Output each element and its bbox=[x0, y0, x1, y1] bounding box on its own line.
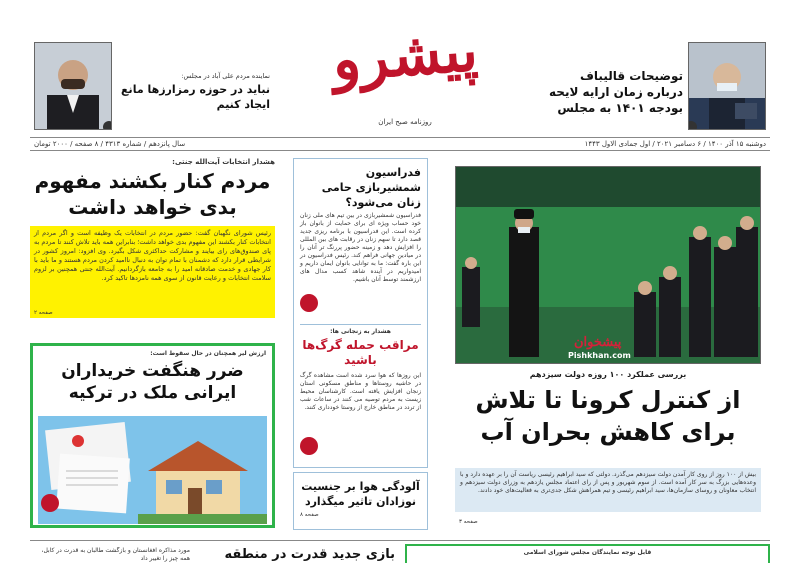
fencing-headline: فدراسیون شمشیربازی حامی زنان می‌شود؟ bbox=[321, 166, 421, 209]
house-documents-illustration bbox=[38, 416, 267, 524]
main-story bbox=[445, 158, 770, 530]
corner-badge bbox=[688, 121, 697, 130]
left-masthead-headline: نباید در حوزه رمزارزها مانع ایجاد کنیم bbox=[121, 83, 270, 111]
wolf-kicker: هشدار به زنجانی ها: bbox=[330, 328, 391, 335]
left-column bbox=[30, 158, 275, 343]
masthead bbox=[0, 0, 800, 140]
main-photo bbox=[455, 166, 761, 364]
main-kicker: بررسی عملکرد ۱۰۰ روزه دولت سیزدهم bbox=[529, 370, 687, 379]
brand-badge-wolf bbox=[300, 437, 318, 455]
left-masthead-kicker: نماینده مردم علی آباد در مجلس: bbox=[181, 72, 270, 80]
turkey-headline: ضرر هنگفت خریداران ایرانی ملک در ترکیه bbox=[61, 361, 244, 403]
bottom-strip bbox=[30, 540, 770, 563]
turkey-property-box bbox=[30, 343, 275, 528]
brand-badge-turkey bbox=[41, 494, 59, 512]
right-photo bbox=[688, 42, 766, 130]
wolf-body: این روزها که هوا سرد شده است مشاهده گرگ در حاشیه روستاها و مناطق مسکونی استان زنجان افزایش یافته است. کارشناسان محیط زیست به مردم توصیه می کنند در ساعات شب از تردد در مناطق خارج از روستا خودداری کنند. bbox=[300, 372, 421, 411]
main-body: بیش از ۱۰۰ روز از روی کار آمدن دولت سیزدهم می‌گذرد. دولتی که سید ابراهیم رئیسی ریاست آن را بر عهده دارد و با وعده‌هایی بزرگ به سر کار آمده است. از سوم شهریور و پس از رای اعتماد مجلس یازدهم به وزرای دولت سیزدهم و انتخاب معاونان و روسای سازمان‌ها، سید ابراهیم رئیسی و تیم همراهش شکل جدی‌تری به فعالیت‌های خود دادند. bbox=[455, 468, 761, 512]
date-bar bbox=[30, 137, 770, 151]
fencing-body: فدراسیون شمشیربازی در بین تیم های ملی زنان خود حساب ویژه ای برای حمایت از بانوان باز کرده است. این فدراسیون با برنامه ریزی جدید قصد دارد تا سهم زنان در رقابت های بین المللی را افزایش دهد و زمینه حضور پررنگ تر آنان را در میادین جهانی فراهم کند. رئیس فدراسیون در این باره گفت: ما به توانایی بانوان ایمان داریم و امیدواریم در آینده شاهد کسب مدال های ارزشمند توسط آنان باشیم. bbox=[300, 212, 421, 283]
mp-portrait-illustration bbox=[34, 43, 111, 130]
wolf-headline: مراقب حمله گرگ‌ها باشید bbox=[302, 338, 419, 367]
brand-badge-fencing bbox=[300, 294, 318, 312]
main-headline: از کنترل کرونا تا تلاش برای کاهش بحران آب bbox=[475, 386, 741, 446]
left-body: رئیس شورای نگهبان گفت: حضور مردم در انتخابات یک وظیفه است و اگر مردم از انتخابات کنار بکشند این مفهوم بدی خواهد داشت؛ بنابراین همه باید تلاش کنند تا مردم به پای صندوق‌های رای بیایند و مشارکت حداکثری شکل بگیرد. وی افزود: امروز کشور در شرایطی قرار دارد که دشمنان با تمام توان به دنبال ناامید کردن مردم هستند و ما باید با کار جهادی و خدمت صادقانه امید را به جامعه بازگردانیم. آیت‌الله جنتی همچنین بر لزوم سلامت انتخابات و رعایت قانون از سوی همه نامزدها تاکید کرد. bbox=[30, 226, 275, 318]
logo bbox=[330, 10, 480, 130]
left-photo bbox=[34, 42, 112, 130]
logo-subtitle: روزنامه صبح ایران bbox=[378, 118, 432, 126]
official-portrait-illustration bbox=[688, 43, 765, 130]
date-line: دوشنبه ۱۵ آذر ۱۴۰۰ / ۶ دسامبر ۲۰۲۱ / اول جمادی الاول ۱۴۴۳ bbox=[584, 140, 766, 148]
left-headline: مردم کنار بکشند مفهوم بدی خواهد داشت bbox=[34, 169, 271, 219]
logo-text: پیشرو bbox=[330, 16, 480, 94]
pollution-box bbox=[293, 472, 428, 530]
right-masthead-headline: توضیحات قالیباف درباره زمان ارایه لایحه بودجه ۱۴۰۱ به مجلس bbox=[549, 69, 683, 115]
photo-watermark: Pishkhan.com bbox=[568, 351, 631, 360]
pollution-page-ref: صفحه ۸ bbox=[300, 512, 319, 518]
bottom-right-snippet: قابل توجه نمایندگان مجلس شورای اسلامی bbox=[523, 549, 652, 556]
pollution-headline: آلودگی هوا بر جنسیت نوزادان تاثیر میگذارد bbox=[301, 480, 420, 508]
bottom-right-box bbox=[405, 544, 770, 563]
bottom-mid-headline: بازی جدید قدرت در منطقه bbox=[224, 547, 395, 562]
middle-column bbox=[293, 158, 428, 468]
photo-watermark-label: پیشخوان bbox=[574, 335, 622, 350]
issue-line: سال پانزدهم / شماره ۴۳۱۳ / ۸ صفحه / ۲۰۰۰ تومان bbox=[34, 140, 186, 148]
corner-badge-left bbox=[103, 121, 112, 130]
bottom-left-snippet: مورد مذاکره افغانستان و بازگشت طالبان به قدرت در کابل، همه چیز را تغییر داد bbox=[41, 547, 190, 562]
left-kicker: هشدار انتخابات آیت‌الله جنتی: bbox=[172, 158, 275, 166]
main-page-ref: صفحه ۳ bbox=[459, 519, 478, 525]
left-page-ref: صفحه ۲ bbox=[34, 310, 53, 316]
turkey-kicker: ارزش لیر همچنان در حال سقوط است: bbox=[150, 350, 266, 357]
